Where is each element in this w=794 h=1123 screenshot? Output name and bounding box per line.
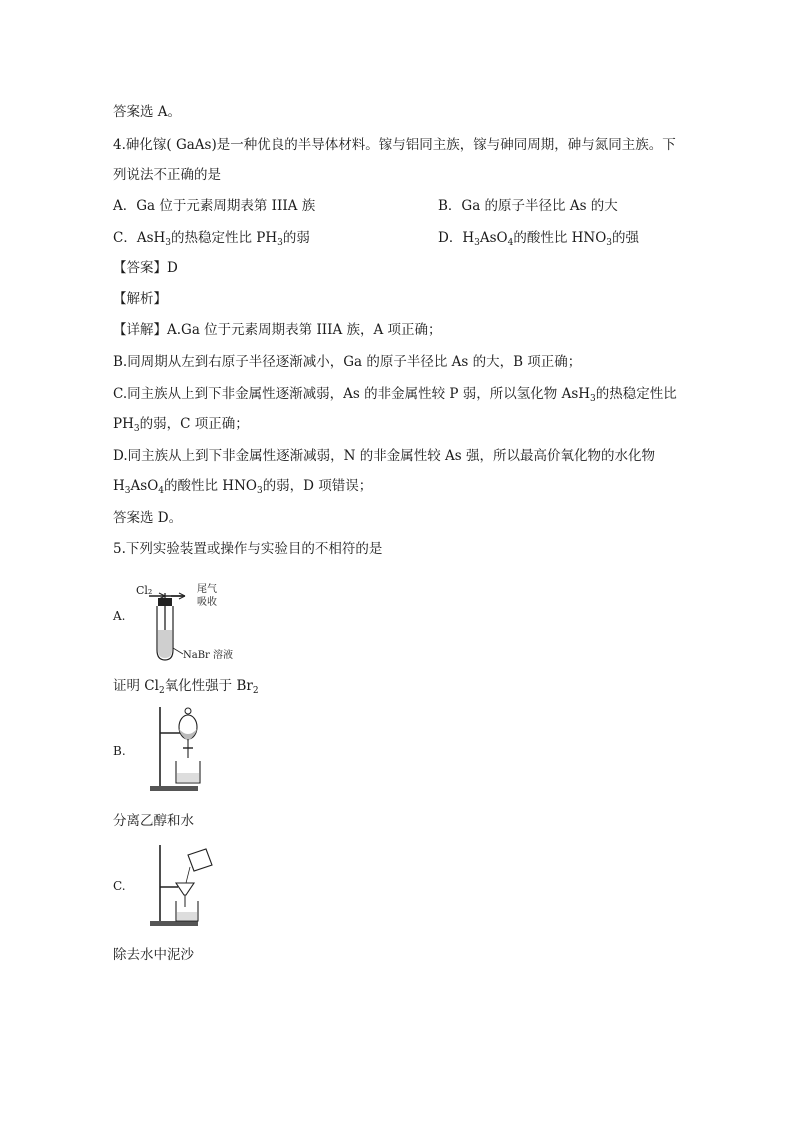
- q4-option-d-part: 的强: [612, 230, 640, 246]
- q4-option-d: [438, 228, 639, 253]
- q4-option-c-part: C．AsH: [113, 230, 166, 246]
- answer-value: D: [167, 260, 178, 276]
- q4-option-d-part: AsO: [479, 230, 508, 246]
- subscript: 3: [165, 238, 172, 248]
- q4-option-b: B．Ga 的原子半径比 As 的大: [438, 198, 618, 214]
- subscript: 3: [256, 486, 263, 496]
- subscript: 3: [133, 424, 140, 434]
- q4-detail-a: 【详解】A.Ga 位于元素周期表第 IIIA 族，A 项正确；: [113, 322, 442, 338]
- q5-stem: 5.下列实验装置或操作与实验目的不相符的是: [113, 541, 383, 557]
- text-part: 证明 Cl: [113, 678, 159, 694]
- text-part: C.同主族从上到下非金属性逐渐减弱，As 的非金属性较 P 弱，所以氢化物 AsH: [113, 386, 591, 402]
- text-part: 的酸性比 HNO: [164, 478, 257, 494]
- q4-option-d-part: D．H: [438, 230, 475, 246]
- q4-analysis-tag: 【解析】: [113, 291, 167, 307]
- q4-detail-c-line1: [113, 384, 677, 409]
- solution-label: NaBr 溶液: [183, 650, 234, 661]
- q5-option-a-caption: [113, 676, 259, 701]
- q4-detail-d-line2: [113, 476, 372, 501]
- subscript: 2: [252, 686, 259, 696]
- text-part: AsO: [130, 478, 159, 494]
- text-part: PH: [113, 416, 134, 432]
- subscript: 3: [606, 238, 613, 248]
- q4-detail-c-line2: [113, 414, 249, 439]
- text-part: 的弱，D 项错误；: [262, 478, 373, 494]
- test-tube-apparatus-figure: [135, 582, 265, 664]
- q4-option-a: A．Ga 位于元素周期表第 IIIA 族: [113, 198, 316, 214]
- prev-answer: 答案选 A。: [113, 104, 182, 120]
- filtration-setup-figure: [148, 843, 223, 928]
- text-part: H: [113, 478, 125, 494]
- q4-stem-line2: 列说法不正确的是: [113, 167, 221, 183]
- tail-gas-label-1: 尾气: [197, 584, 217, 595]
- q4-answer: [113, 258, 178, 278]
- gas-inlet-label: Cl₂: [136, 584, 153, 597]
- answer-tag: 【答案】: [113, 260, 167, 276]
- q4-option-c-part: 的弱: [282, 230, 310, 246]
- text-part: 的弱，C 项正确；: [139, 416, 249, 432]
- text-part: 氧化性强于 Br: [164, 678, 253, 694]
- q4-conclusion: 答案选 D。: [113, 510, 183, 526]
- q4-option-c: [113, 228, 310, 253]
- q4-stem-line1: 4.砷化镓( GaAs)是一种优良的半导体材料。镓与铝同主族，镓与砷同周期，砷与氮同主族。下: [113, 137, 676, 153]
- subscript: 4: [507, 238, 514, 248]
- subscript: 2: [158, 686, 165, 696]
- separatory-funnel-figure: [148, 703, 218, 793]
- q4-option-c-part: 的热稳定性比 PH: [171, 230, 278, 246]
- q5-option-b-letter: B.: [113, 744, 126, 758]
- subscript: 3: [124, 486, 131, 496]
- q5-option-a-letter: A.: [113, 609, 126, 623]
- subscript: 3: [590, 394, 596, 404]
- subscript: 4: [158, 486, 164, 496]
- q4-detail-d-line1: D.同主族从上到下非金属性逐渐减弱，N 的非金属性较 As 强，所以最高价氧化物的水化物: [113, 448, 655, 464]
- subscript: 3: [277, 238, 283, 248]
- q5-option-b-caption: 分离乙醇和水: [113, 813, 194, 829]
- q4-option-d-part: 的酸性比 HNO: [513, 230, 607, 246]
- subscript: 3: [474, 238, 480, 248]
- q4-detail-b: B.同周期从左到右原子半径逐渐减小，Ga 的原子半径比 As 的大，B 项正确；: [113, 354, 582, 370]
- q5-option-c-letter: C.: [113, 879, 126, 893]
- q5-option-c-caption: 除去水中泥沙: [113, 947, 194, 963]
- tail-gas-label-2: 吸收: [197, 597, 217, 608]
- text-part: 的热稳定性比: [595, 386, 677, 402]
